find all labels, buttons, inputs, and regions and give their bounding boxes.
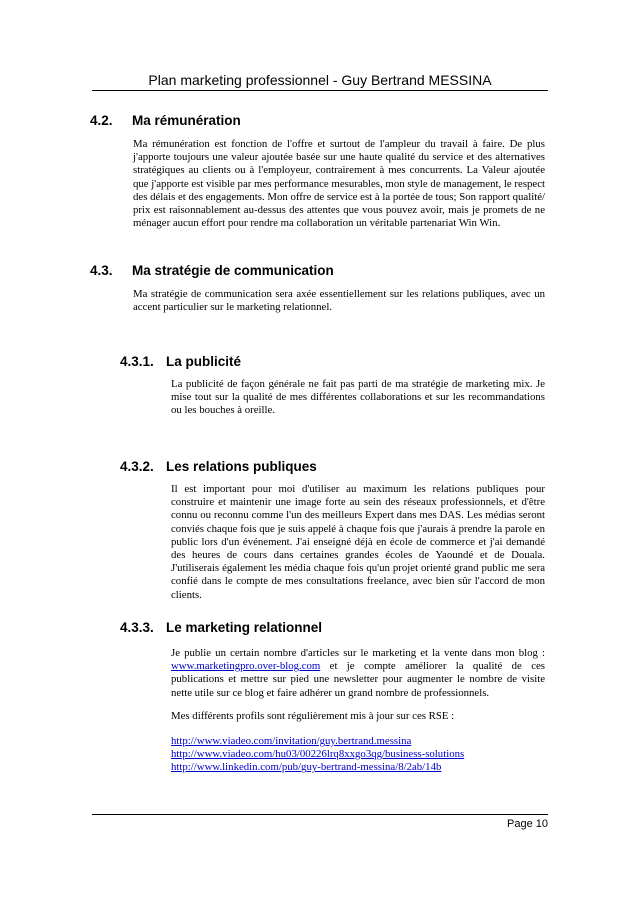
header-divider (92, 90, 548, 91)
heading-number: 4.3.2. (120, 459, 154, 474)
blog-link[interactable]: www.marketingpro.over-blog.com (171, 660, 321, 673)
heading-number: 4.3. (90, 263, 113, 278)
paragraph-remuneration: Ma rémunération est fonction de l'offre et surtout de l'ampleur du travail à faire. De plus j'apporte toujours une valeur ajoutée basée sur une haute qualité du service et des alternatives stratégiques au clients ou à l'employeur, contrairement à mes concurrents. La Valeur ajoutée que j'apporte est visible par mes performance mesurables, mon style de management, le respect des délais et des engagements. Mon offre de service est à la portée de tous; Son rapport qualité/ prix est raisonnablement au-dessus des attentes que vous pouvez avoir, mais je promets de ne ménager aucun effort pour rendre ma collaboration un véritable partenariat Win Win. (133, 138, 545, 230)
footer-divider (92, 814, 548, 815)
heading-title: La publicité (166, 354, 242, 369)
paragraph-text-after: et je compte améliorer la qualité de ces publications et mettre sur pied une newsletter pour augmenter le nombre de visite nette utile sur ce blog et faire adhérer un grand nombre de professionnels. (171, 660, 545, 699)
heading-number: 4.3.3. (120, 620, 154, 635)
page-header-title: Plan marketing professionnel - Guy Bertrand MESSINA (148, 72, 492, 88)
linkedin-profile-link[interactable]: http://www.linkedin.com/pub/guy-bertrand-messina/8/2ab/14b (171, 761, 442, 774)
heading-title: Les relations publiques (166, 459, 317, 474)
heading-title: Ma stratégie de communication (132, 263, 334, 278)
paragraph-marketing-relationnel (171, 647, 545, 700)
viadeo-business-link[interactable]: http://www.viadeo.com/hu03/00226lrq8xxgo3qg/business-solutions (171, 748, 465, 761)
paragraph-communication: Ma stratégie de communication sera axée essentiellement sur les relations publiques, avec un accent particulier sur le marketing relationnel. (133, 288, 545, 314)
heading-publicite (120, 354, 241, 369)
viadeo-invitation-link[interactable]: http://www.viadeo.com/invitation/guy.bertrand.messina (171, 735, 412, 747)
paragraph-relations-publiques: Il est important pour moi d'utiliser au maximum les relations publiques pour construire et maintenir une image forte au sein des réseaux professionnels, et d'être connu ou reconnu comme l'un des meilleurs Expert dans mes DAS. Les médias seront conviés chaque fois que je suis appelé à chaque fois que j'aurais à prendre la parole en public lors d'un événement. J'ai enseigné déjà en école de commerce et j'ai demandé des heures de cours dans certaines grandes écoles de Yaoundé et de Douala. J'utiliserais également les média chaque fois qu'un projet orienté grand public me sera confié dans le compte de mes consultations freelance, avec bien sûr l'accord de mon clients. (171, 483, 545, 601)
heading-number: 4.2. (90, 113, 113, 128)
heading-title: Ma rémunération (132, 113, 241, 128)
paragraph-publicite: La publicité de façon générale ne fait pas parti de ma stratégie de marketing mix. Je mise tout sur la qualité de mes différentes collaborations et sur les recommandations ou les bouches à oreille. (171, 378, 545, 417)
heading-communication (90, 263, 334, 278)
heading-relations-publiques (120, 459, 317, 474)
profile-links-list (171, 735, 464, 775)
heading-number: 4.3.1. (120, 354, 154, 369)
page-number: Page 10 (507, 818, 548, 830)
heading-marketing-relationnel (120, 620, 322, 635)
profiles-intro: Mes différents profils sont régulièrement mis à jour sur ces RSE : (171, 710, 455, 722)
heading-remuneration (90, 113, 241, 128)
paragraph-text-before: Je publie un certain nombre d'articles sur le marketing et la vente dans mon blog : (171, 647, 545, 659)
heading-title: Le marketing relationnel (166, 620, 323, 635)
